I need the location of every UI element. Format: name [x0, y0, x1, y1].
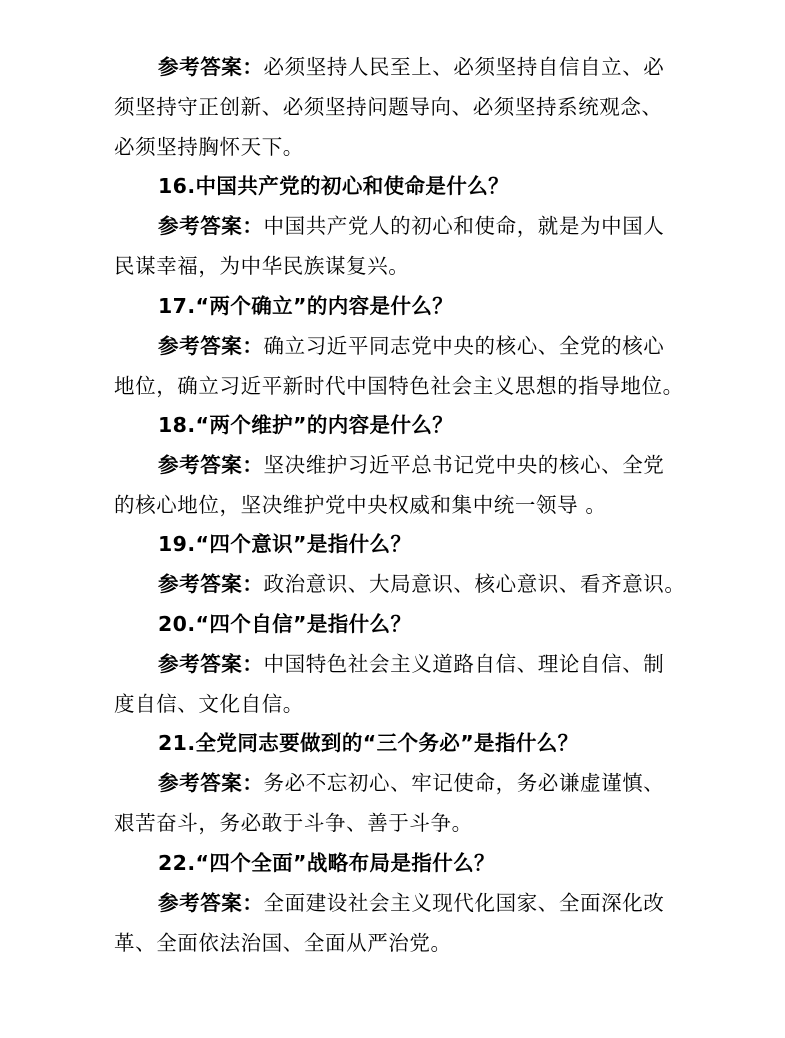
- question-20: 20.“四个自信”是指什么？: [158, 612, 412, 636]
- answer-label: 参考答案：: [158, 771, 264, 795]
- answer-line: 参考答案：中国共产党人的初心和使命，就是为中国人: [158, 214, 665, 238]
- answer-22: [114, 883, 674, 963]
- answer-line: 须坚持守正创新、必须坚持问题导向、必须坚持系统观念、: [114, 95, 663, 119]
- answer-label: 参考答案：: [158, 891, 264, 915]
- answer-label: 参考答案：: [158, 334, 264, 358]
- answer-label: 参考答案：: [158, 652, 264, 676]
- question-21: 21.全党同志要做到的“三个务必”是指什么？: [158, 731, 579, 755]
- answer-20: [114, 644, 674, 724]
- answer-line: 革、全面依法治国、全面从严治党。: [114, 931, 452, 955]
- answer-17: [114, 326, 684, 406]
- answer-19: [114, 564, 686, 604]
- question-18: 18.“两个维护”的内容是什么？: [158, 413, 454, 437]
- answer-21: [114, 763, 674, 843]
- answer-line: 参考答案：全面建设社会主义现代化国家、全面深化改: [158, 891, 665, 915]
- answer-line: 必须坚持胸怀天下。: [114, 135, 304, 159]
- answer-label: 参考答案：: [158, 572, 264, 596]
- answer-line: 参考答案：务必不忘初心、牢记使命，务必谦虚谨慎、: [158, 771, 665, 795]
- question-22: 22.“四个全面”战略布局是指什么？: [158, 851, 495, 875]
- question-19: 19.“四个意识”是指什么？: [158, 532, 412, 556]
- answer-18: [114, 445, 674, 525]
- answer-line: 度自信、文化自信。: [114, 692, 304, 716]
- answer-line: 参考答案：政治意识、大局意识、核心意识、看齐意识。: [158, 572, 686, 596]
- answer-15: [114, 47, 674, 167]
- answer-line: 艰苦奋斗，务必敢于斗争、善于斗争。: [114, 811, 473, 835]
- answer-label: 参考答案：: [158, 55, 264, 79]
- answer-line: 参考答案：必须坚持人民至上、必须坚持自信自立、必: [158, 55, 665, 79]
- answer-line: 参考答案：坚决维护习近平总书记党中央的核心、全党: [158, 453, 665, 477]
- answer-label: 参考答案：: [158, 453, 264, 477]
- question-16: 16.中国共产党的初心和使命是什么？: [158, 174, 510, 198]
- answer-16: [114, 206, 674, 286]
- answer-line: 参考答案：中国特色社会主义道路自信、理论自信、制: [158, 652, 665, 676]
- answer-line: 参考答案：确立习近平同志党中央的核心、全党的核心: [158, 334, 665, 358]
- answer-label: 参考答案：: [158, 214, 264, 238]
- answer-line: 民谋幸福，为中华民族谋复兴。: [114, 254, 410, 278]
- answer-line: 的核心地位，坚决维护党中央权威和集中统一领导 。: [114, 493, 607, 517]
- question-17: 17.“两个确立”的内容是什么？: [158, 294, 454, 318]
- answer-line: 地位，确立习近平新时代中国特色社会主义思想的指导地位。: [114, 374, 684, 398]
